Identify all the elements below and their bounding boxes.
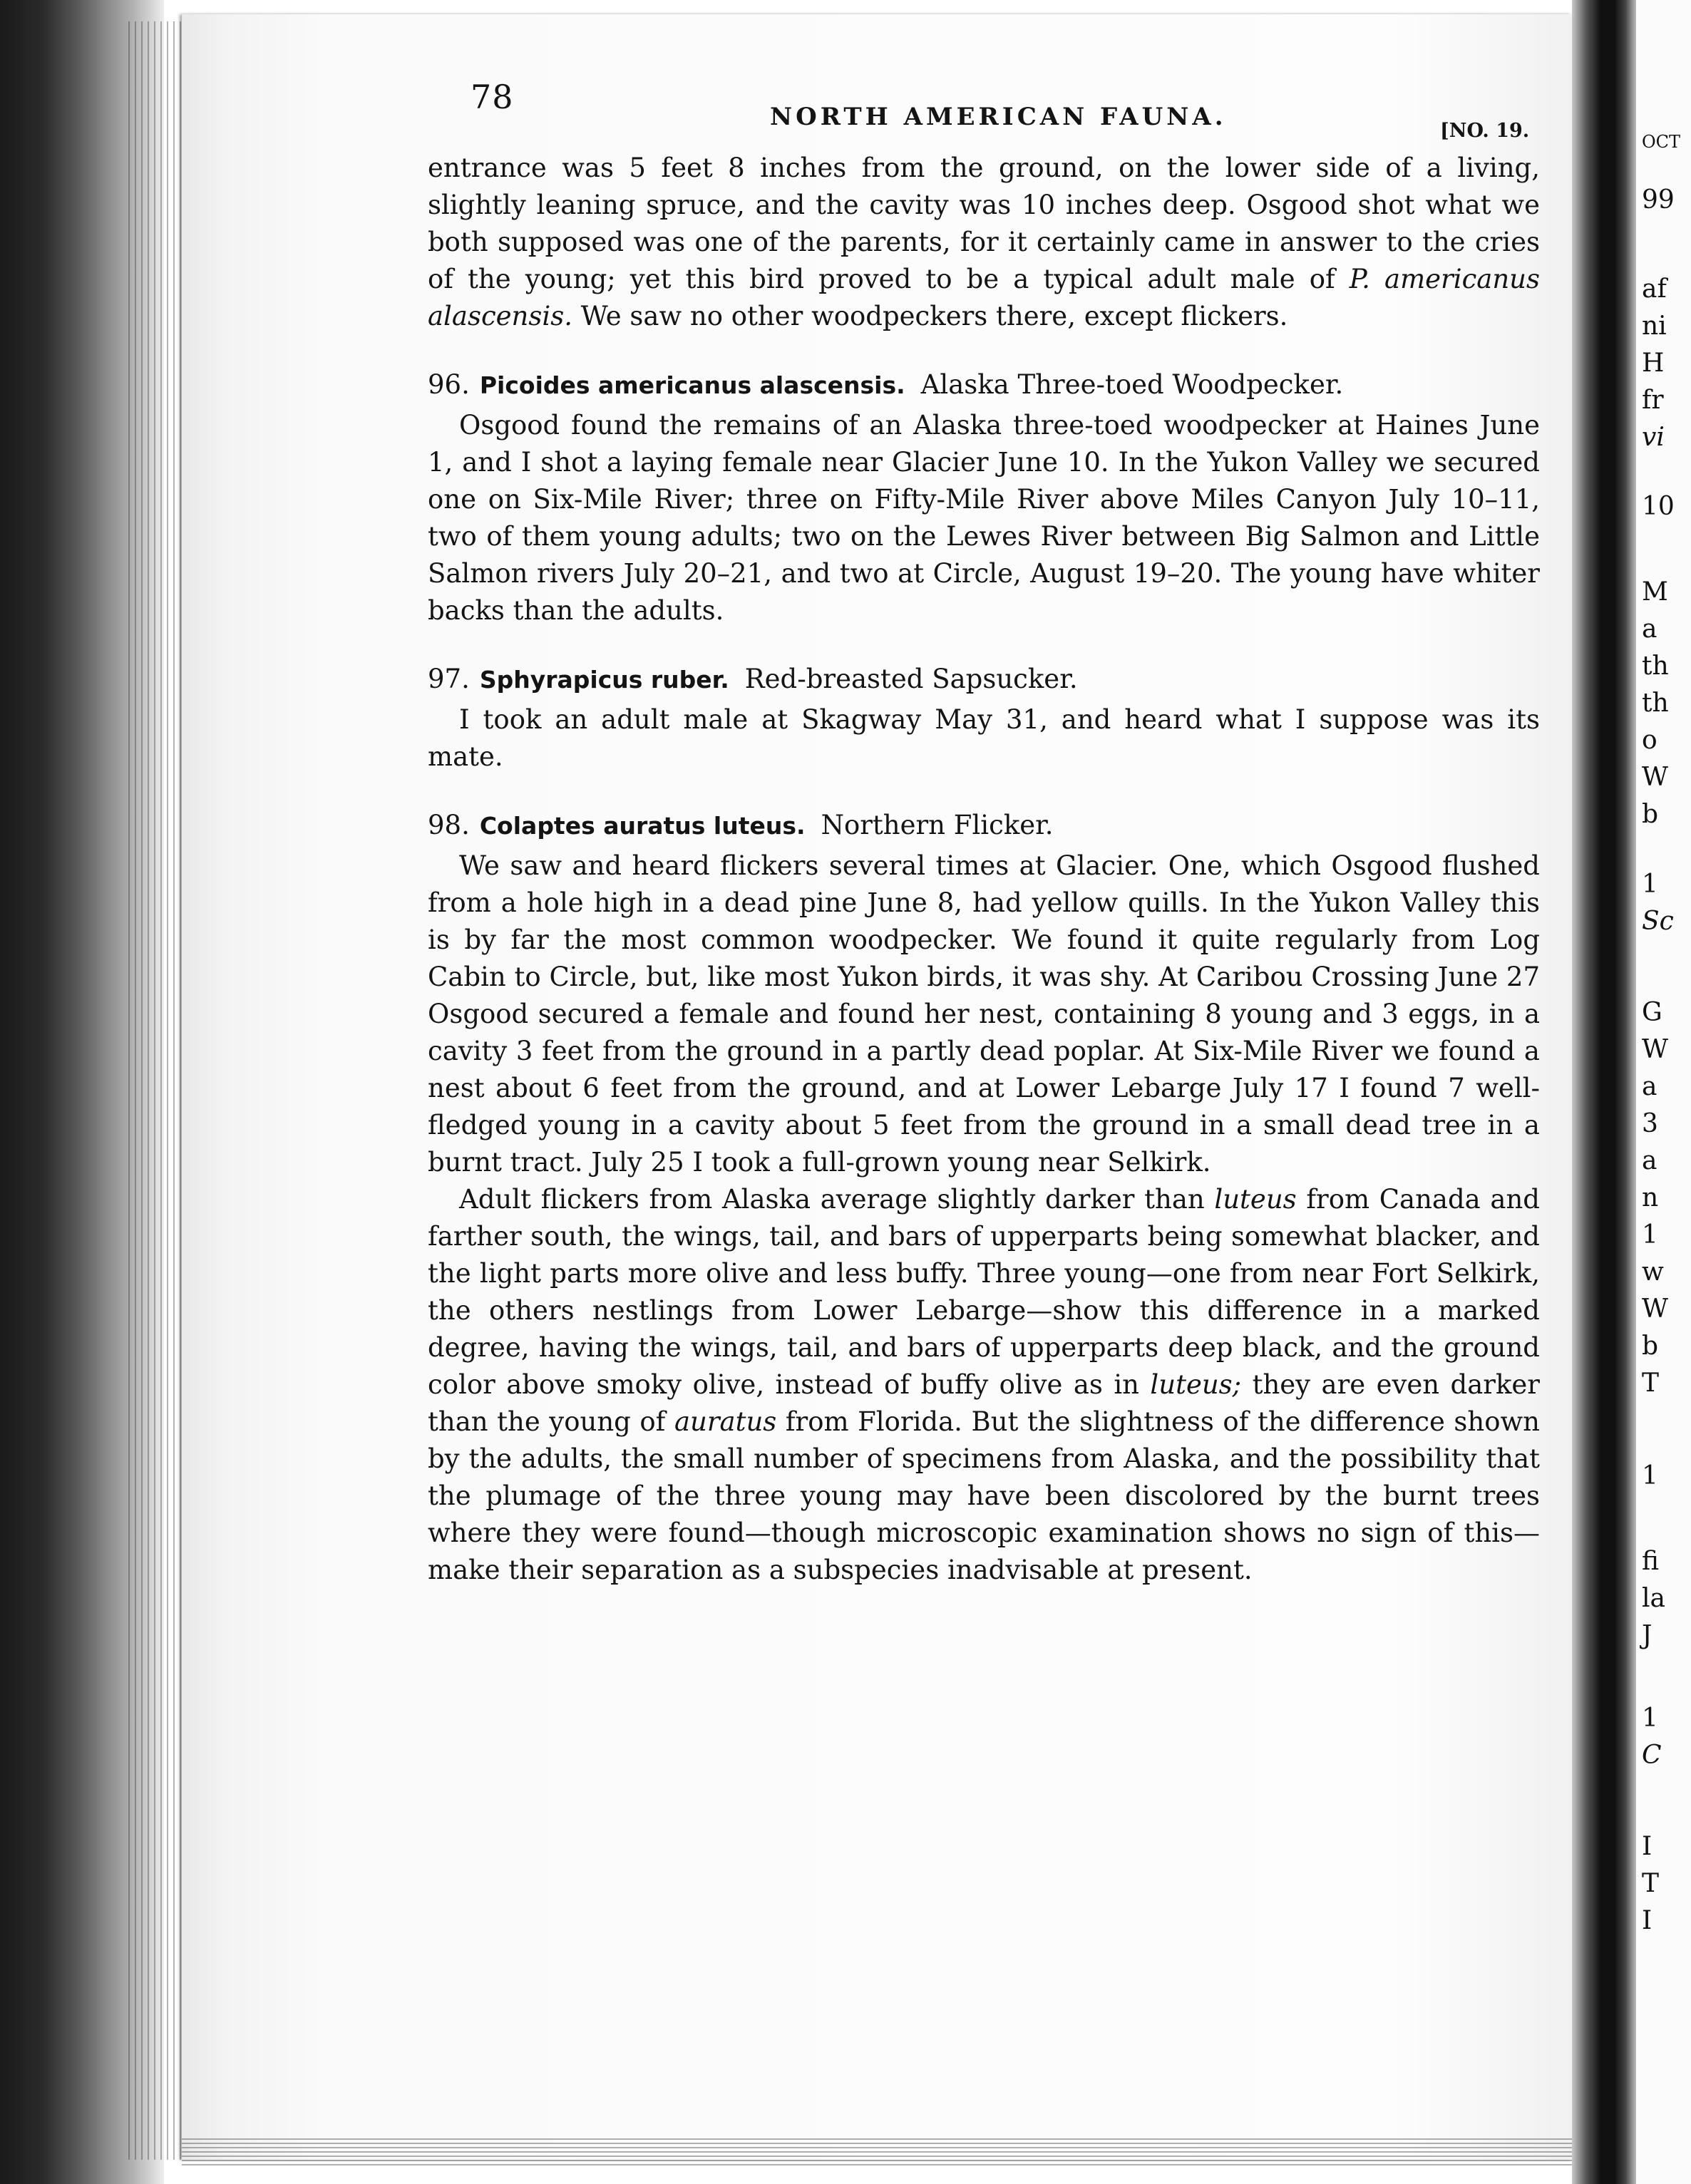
facing-page-fragment: o: [1642, 726, 1657, 755]
issue-number: [NO. 19.: [1440, 120, 1530, 142]
facing-page-fragment: b: [1642, 800, 1659, 829]
entry-paragraph-2: [428, 1181, 1540, 1589]
facing-page-fragment: n: [1642, 1183, 1659, 1212]
facing-page-fragment: M: [1642, 577, 1668, 607]
facing-page-fragment: T: [1642, 1869, 1660, 1898]
paragraph-text: We saw no other woodpeckers there, except flickers.: [572, 301, 1288, 331]
paragraph-text: entrance was 5 feet 8 inches from the ground, on the lower side of a living, slightly leaning spruce, and the cavity was 10 inches deep. Osgood shot what we both supposed was one of the parents, for it certainly came in answer to the cries of the young; yet this bird proved to be a typical adult male of: [428, 153, 1540, 294]
facing-page-fragment: fi: [1642, 1547, 1660, 1576]
entry-paragraph: Osgood found the remains of an Alaska three-toed woodpecker at Haines June 1, and I shot a laying female near Glacier June 10. In the Yukon Valley we secured one on Six-Mile River; three on Fifty-Mile River above Miles Canyon July 10–11, two of them young adults; two on the Lewes River between Big Salmon and Little Salmon rivers July 20–21, and two at Circle, August 19–20. The young have whiter backs than the adults.: [428, 410, 1540, 626]
facing-page-fragment: 99: [1642, 185, 1675, 215]
facing-page-fragment: G: [1642, 998, 1662, 1027]
facing-page-fragment: 10: [1642, 492, 1675, 521]
paragraph-text: from Florida. But the slightness of the difference shown by the adults, the small number of specimens from Alaska, and the possibility that the plumage of the three young may have been discolored by the burnt trees where they were found—though microscopic examination shows no sign of this—make their separation as a subspecies inadvisable at present.: [428, 1406, 1540, 1585]
paragraph-text: Adult flickers from Alaska average slightly darker than: [459, 1184, 1215, 1215]
italic-species-name: luteus;: [1150, 1369, 1242, 1400]
common-name: Northern Flicker.: [821, 810, 1054, 840]
paragraph-text: they are even darker than the young of: [428, 1369, 1540, 1437]
facing-page-fragment: a: [1642, 614, 1657, 644]
entry-paragraph: I took an adult male at Skagway May 31, and heard what I suppose was its mate.: [428, 704, 1540, 772]
facing-page-fragment: 1: [1642, 1461, 1658, 1490]
italic-species-name: auratus: [674, 1406, 777, 1437]
species-entry-98: [428, 807, 1540, 1589]
facing-page-fragment: W: [1642, 1035, 1669, 1064]
species-entry-97: [428, 661, 1540, 776]
paragraph-text: from Canada and farther south, the wings, tail, and bars of upperparts being somewhat blacker, and the light parts more olive and less buffy. Three young—one from near Fort Selkirk, the others nestlings from Lower Lebarge—show this difference in a marked degree, having the wings, tail, and bars of upperparts deep black, and the ground color above smoky olive, instead of buffy olive as in: [428, 1184, 1540, 1400]
page-number: 78: [471, 78, 514, 116]
facing-page-fragment: 1: [1642, 1704, 1658, 1733]
facing-page-fragment: OCT: [1642, 132, 1681, 152]
entry-number: 97.: [428, 664, 470, 694]
scientific-name: Colaptes auratus luteus.: [479, 812, 806, 840]
facing-page-fragment: la: [1642, 1584, 1665, 1613]
entry-number: 96.: [428, 369, 470, 400]
facing-page-fragment: fr: [1642, 386, 1664, 415]
continued-paragraph: [428, 150, 1540, 335]
scientific-name: Picoides americanus alascensis.: [479, 371, 905, 399]
common-name: Red-breasted Sapsucker.: [744, 664, 1078, 694]
facing-page-fragment: th: [1642, 651, 1669, 681]
facing-page-fragment: C: [1642, 1741, 1662, 1770]
facing-page-fragment: w: [1642, 1257, 1664, 1287]
entry-number: 98.: [428, 810, 470, 840]
page-text-block: [428, 71, 1540, 1589]
facing-page-fragment: T: [1642, 1369, 1660, 1398]
common-name: Alaska Three-toed Woodpecker.: [920, 369, 1344, 400]
facing-page-fragment: 1: [1642, 870, 1658, 899]
running-head: [428, 71, 1540, 150]
facing-page-fragment: vi: [1642, 423, 1665, 452]
facing-page-fragment: I: [1642, 1832, 1653, 1861]
journal-title: NORTH AMERICAN FAUNA.: [770, 103, 1227, 131]
facing-page-fragment: a: [1642, 1146, 1657, 1175]
facing-page-fragment: 1: [1642, 1220, 1658, 1250]
entry-heading: [428, 661, 1540, 699]
facing-page-fragment: W: [1642, 763, 1669, 792]
facing-page-fragment: W: [1642, 1294, 1669, 1324]
italic-species-name: P. americanus alascensis.: [428, 264, 1540, 331]
facing-page-fragment: ni: [1642, 311, 1667, 341]
scientific-name: Sphyrapicus ruber.: [479, 666, 729, 694]
facing-page-fragment: J: [1642, 1621, 1653, 1650]
italic-species-name: luteus: [1214, 1184, 1297, 1215]
facing-page-fragment: th: [1642, 689, 1669, 718]
facing-page-fragment: b: [1642, 1331, 1659, 1361]
page-stack-bottom-edges: [182, 2138, 1572, 2167]
species-entry-96: [428, 366, 1540, 629]
facing-page-fragment: I: [1642, 1906, 1653, 1935]
facing-page-cropped: [1636, 0, 1691, 2184]
entry-paragraph: We saw and heard flickers several times at Glacier. One, which Osgood flushed from a hole high in a dead pine June 8, had yellow quills. In the Yukon Valley this is by far the most common woodpecker. We found it quite regularly from Log Cabin to Circle, but, like most Yukon birds, it was shy. At Caribou Crossing June 27 Osgood secured a female and found her nest, containing 8 young and 3 eggs, in a cavity 3 feet from the ground in a partly dead poplar. At Six-Mile River we found a nest about 6 feet from the ground, and at Lower Lebarge July 17 I found 7 well-fledged young in a cavity about 5 feet from the ground in a small dead tree in a burnt tract. July 25 I took a full-grown young near Selkirk.: [428, 850, 1540, 1178]
facing-page-fragment: af: [1642, 274, 1667, 304]
facing-page-fragment: a: [1642, 1072, 1657, 1101]
facing-page-fragment: Sc: [1642, 907, 1674, 936]
entry-heading: [428, 807, 1540, 845]
entry-heading: [428, 366, 1540, 404]
facing-page-fragment: H: [1642, 349, 1665, 378]
facing-page-fragment: 3: [1642, 1109, 1658, 1138]
center-fold-shadow: [1572, 0, 1636, 2184]
